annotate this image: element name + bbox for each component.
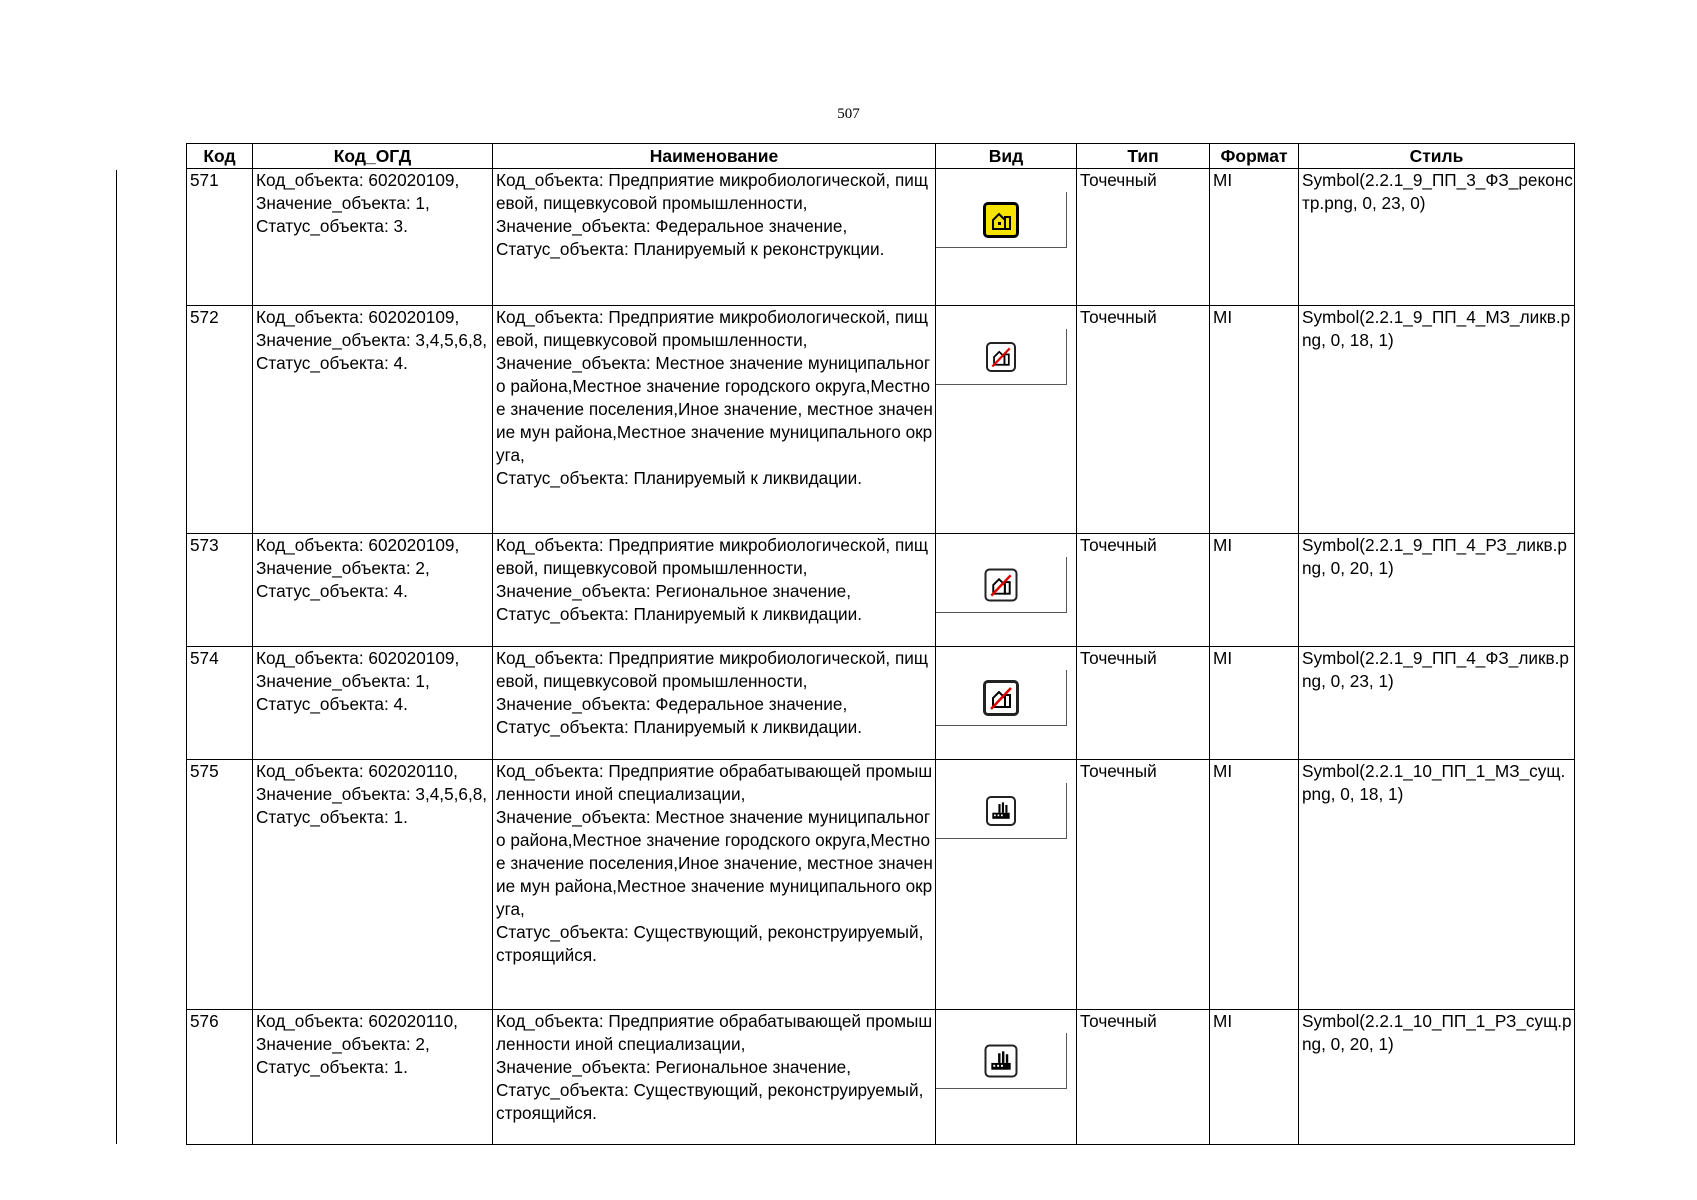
cell-view — [936, 1010, 1077, 1145]
cell-type: Точечный — [1077, 760, 1210, 1010]
cell-style: Symbol(2.2.1_9_ПП_4_РЗ_ликв.png, 0, 20, 1) — [1299, 534, 1575, 647]
cell-view — [936, 647, 1077, 760]
page-number: 507 — [837, 106, 860, 122]
cell-type: Точечный — [1077, 306, 1210, 534]
manufacturing-industry-existing-local-icon — [986, 796, 1016, 826]
cell-ogd-code: Код_объекта: 602020109, Значение_объекта: 1, Статус_объекта: 4. — [253, 647, 493, 760]
manufacturing-industry-existing-regional-icon — [985, 1044, 1018, 1077]
cell-type: Точечный — [1077, 169, 1210, 306]
cell-ogd-code: Код_объекта: 602020110, Значение_объекта: 3,4,5,6,8, Статус_объекта: 1. — [253, 760, 493, 1010]
symbol-table — [186, 143, 1575, 1145]
cell-format: MI — [1210, 647, 1299, 760]
table-row — [187, 1010, 1575, 1145]
margin-line — [116, 170, 117, 1144]
cell-name: Код_объекта: Предприятие микробиологической, пищевой, пищевкусовой промышленности, Значение_объекта: Федеральное значение, Статус_объекта: Планируемый к ликвидации. — [493, 647, 936, 760]
column-header-type: Тип — [1077, 144, 1210, 169]
food-industry-liquidation-local-icon — [986, 342, 1016, 372]
cell-view — [936, 306, 1077, 534]
column-header-code: Код — [187, 144, 253, 169]
cell-name: Код_объекта: Предприятие микробиологической, пищевой, пищевкусовой промышленности, Значение_объекта: Региональное значение, Статус_объекта: Планируемый к ликвидации. — [493, 534, 936, 647]
cell-code: 574 — [187, 647, 253, 760]
cell-name: Код_объекта: Предприятие микробиологической, пищевой, пищевкусовой промышленности, Значение_объекта: Федеральное значение, Статус_объекта: Планируемый к реконструкции. — [493, 169, 936, 306]
cell-style: Symbol(2.2.1_9_ПП_4_МЗ_ликв.png, 0, 18, 1) — [1299, 306, 1575, 534]
cell-ogd-code: Код_объекта: 602020109, Значение_объекта: 2, Статус_объекта: 4. — [253, 534, 493, 647]
cell-ogd-code: Код_объекта: 602020110, Значение_объекта: 2, Статус_объекта: 1. — [253, 1010, 493, 1145]
food-industry-liquidation-regional-icon — [985, 568, 1018, 601]
cell-view — [936, 534, 1077, 647]
column-header-format: Формат — [1210, 144, 1299, 169]
cell-view — [936, 760, 1077, 1010]
cell-format: MI — [1210, 1010, 1299, 1145]
cell-format: MI — [1210, 306, 1299, 534]
cell-format: MI — [1210, 760, 1299, 1010]
cell-ogd-code: Код_объекта: 602020109, Значение_объекта: 3,4,5,6,8, Статус_объекта: 4. — [253, 306, 493, 534]
cell-code: 575 — [187, 760, 253, 1010]
cell-format: MI — [1210, 169, 1299, 306]
cell-code: 572 — [187, 306, 253, 534]
cell-name: Код_объекта: Предприятие микробиологической, пищевой, пищевкусовой промышленности, Значение_объекта: Местное значение муниципального района,Местное значение городского округа,Местное значение поселения,Иное значение, местное значение мун района,Местное значение муниципального округа, Статус_объекта: Планируемый к ликвидации. — [493, 306, 936, 534]
cell-type: Точечный — [1077, 1010, 1210, 1145]
cell-name: Код_объекта: Предприятие обрабатывающей промышленности иной специализации, Значение_объекта: Местное значение муниципального района,Местное значение городского округа,Местное значение поселения,Иное значение, местное значение мун района,Местное значение муниципального округа, Статус_объекта: Существующий, реконструируемый, строящийся. — [493, 760, 936, 1010]
cell-code: 571 — [187, 169, 253, 306]
cell-name: Код_объекта: Предприятие обрабатывающей промышленности иной специализации, Значение_объекта: Региональное значение, Статус_объекта: Существующий, реконструируемый, строящийся. — [493, 1010, 936, 1145]
cell-style: Symbol(2.2.1_9_ПП_4_ФЗ_ликв.png, 0, 23, 1) — [1299, 647, 1575, 760]
cell-view — [936, 169, 1077, 306]
food-industry-reconstruction-federal-icon — [983, 202, 1019, 238]
food-industry-liquidation-federal-icon — [983, 680, 1019, 716]
cell-style: Symbol(2.2.1_9_ПП_3_ФЗ_реконстр.png, 0, 23, 0) — [1299, 169, 1575, 306]
cell-style: Symbol(2.2.1_10_ПП_1_РЗ_сущ.png, 0, 20, 1) — [1299, 1010, 1575, 1145]
column-header-ogd-code: Код_ОГД — [253, 144, 493, 169]
table-row — [187, 760, 1575, 1010]
cell-type: Точечный — [1077, 534, 1210, 647]
cell-style: Symbol(2.2.1_10_ПП_1_МЗ_сущ.png, 0, 18, 1) — [1299, 760, 1575, 1010]
table-row — [187, 169, 1575, 306]
cell-type: Точечный — [1077, 647, 1210, 760]
column-header-name: Наименование — [493, 144, 936, 169]
column-header-style: Стиль — [1299, 144, 1575, 169]
table-row — [187, 306, 1575, 534]
cell-code: 573 — [187, 534, 253, 647]
cell-code: 576 — [187, 1010, 253, 1145]
table-header-row — [187, 144, 1575, 169]
cell-ogd-code: Код_объекта: 602020109, Значение_объекта: 1, Статус_объекта: 3. — [253, 169, 493, 306]
table-row — [187, 534, 1575, 647]
cell-format: MI — [1210, 534, 1299, 647]
table-row — [187, 647, 1575, 760]
column-header-view: Вид — [936, 144, 1077, 169]
